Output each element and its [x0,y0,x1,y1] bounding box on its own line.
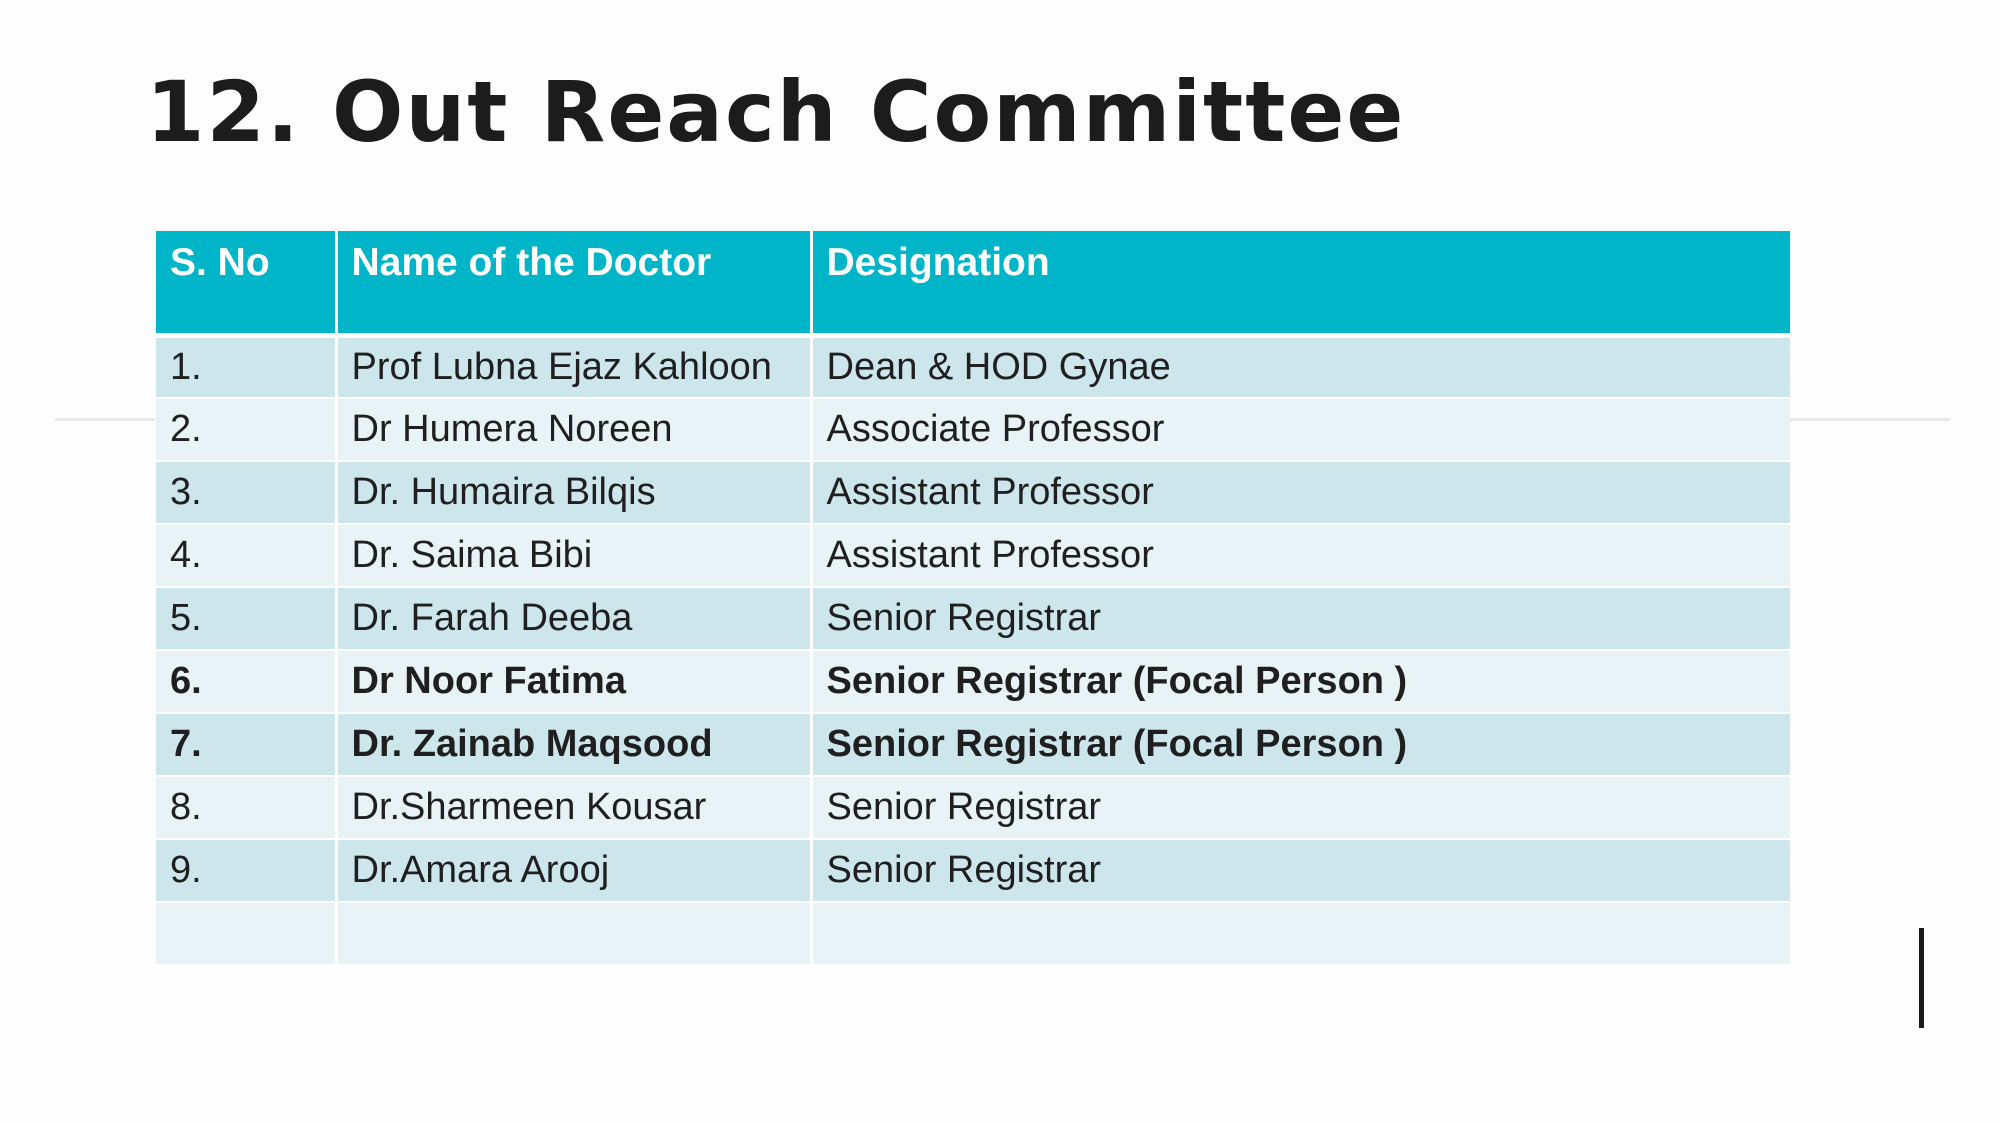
cell-designation [811,902,1790,965]
header-doctor-name: Name of the Doctor [336,231,811,335]
table-row [156,776,1790,839]
table-row [156,650,1790,713]
cell-sno: 5. [156,587,336,650]
table-row-empty [156,902,1790,965]
cell-doctor-name [336,902,811,965]
cell-designation: Assistant Professor [811,524,1790,587]
cell-sno: 2. [156,398,336,461]
cell-designation: Senior Registrar [811,587,1790,650]
text-cursor [1919,928,1924,1028]
cell-doctor-name: Dr. Zainab Maqsood [336,713,811,776]
header-designation: Designation [811,231,1790,335]
table-row [156,839,1790,902]
cell-sno: 9. [156,839,336,902]
cell-sno: 4. [156,524,336,587]
cell-sno: 8. [156,776,336,839]
cell-sno [156,902,336,965]
cell-sno: 7. [156,713,336,776]
divider-line-right [1790,418,1950,421]
committee-table [156,231,1790,966]
divider-line-left [55,418,155,421]
table-row [156,524,1790,587]
cell-doctor-name: Dr.Sharmeen Kousar [336,776,811,839]
cell-designation: Associate Professor [811,398,1790,461]
cell-doctor-name: Dr. Farah Deeba [336,587,811,650]
cell-doctor-name: Dr. Saima Bibi [336,524,811,587]
cell-designation: Senior Registrar (Focal Person ) [811,650,1790,713]
cell-designation: Dean & HOD Gynae [811,335,1790,398]
cell-doctor-name: Dr Noor Fatima [336,650,811,713]
header-sno: S. No [156,231,336,335]
table-row [156,335,1790,398]
table-header-row [156,231,1790,335]
cell-designation: Senior Registrar [811,839,1790,902]
table-row [156,587,1790,650]
slide-title: 12. Out Reach Committee [146,63,1406,161]
cell-designation: Senior Registrar [811,776,1790,839]
cell-sno: 6. [156,650,336,713]
table-row [156,398,1790,461]
cell-designation: Assistant Professor [811,461,1790,524]
cell-sno: 3. [156,461,336,524]
cell-doctor-name: Dr.Amara Arooj [336,839,811,902]
table-row [156,713,1790,776]
cell-doctor-name: Dr. Humaira Bilqis [336,461,811,524]
cell-designation: Senior Registrar (Focal Person ) [811,713,1790,776]
table-row [156,461,1790,524]
cell-sno: 1. [156,335,336,398]
cell-doctor-name: Dr Humera Noreen [336,398,811,461]
cell-doctor-name: Prof Lubna Ejaz Kahloon [336,335,811,398]
